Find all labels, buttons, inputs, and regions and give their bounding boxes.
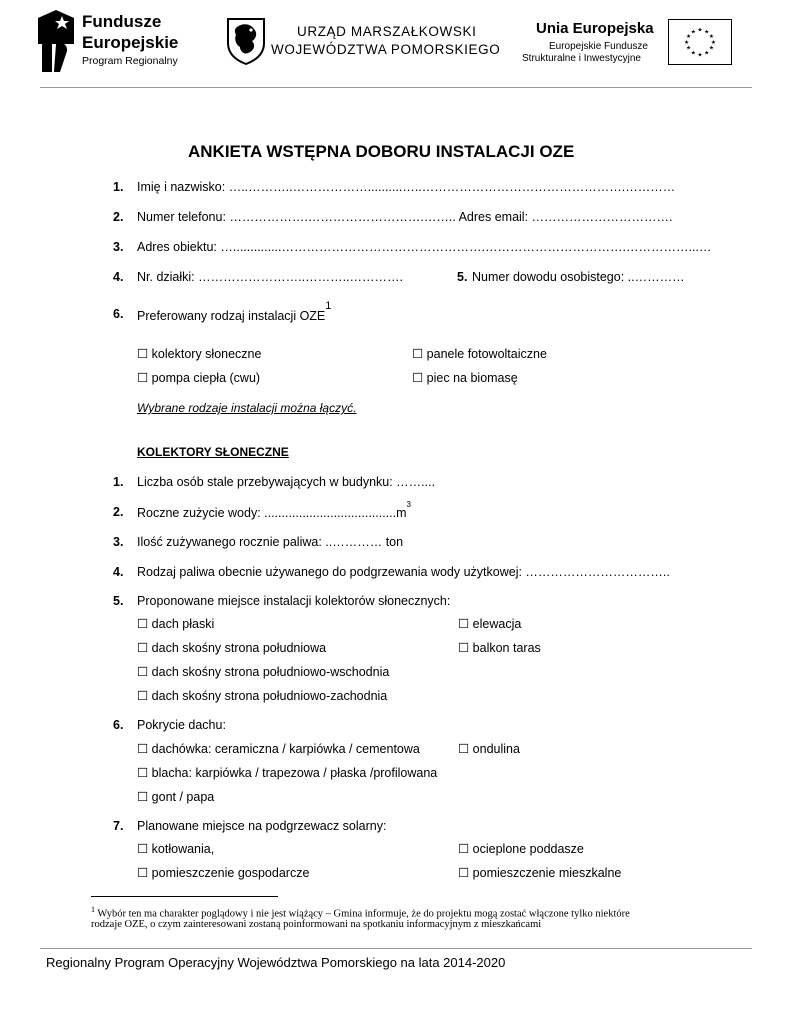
- checkbox-roof-tiles[interactable]: ☐ dachówka: ceramiczna / karpiówka / cementowa: [137, 742, 420, 756]
- svg-text:★: ★: [710, 39, 716, 46]
- question-text: Roczne zużycie wody: ......................................m: [137, 506, 407, 521]
- page-title: ANKIETA WSTĘPNA DOBORU INSTALACJI OZE: [188, 142, 575, 161]
- question-number: 5.: [457, 270, 468, 284]
- roof-covering-question: Pokrycie dachu:: [137, 718, 226, 732]
- checkbox-sheet-metal[interactable]: ☐ blacha: karpiówka / trapezowa / płaska /profilowana: [137, 766, 438, 780]
- checkbox-photovoltaic[interactable]: ☐ panele fotowoltaiczne: [412, 347, 547, 361]
- svg-text:★: ★: [704, 50, 710, 57]
- question-number: 1.: [113, 180, 124, 194]
- fuel-type-field[interactable]: Rodzaj paliwa obecnie używanego do podgrzewania wody użytkowej: ……………………………..: [137, 565, 670, 579]
- checkbox-biomass[interactable]: ☐ piec na biomasę: [412, 371, 518, 385]
- section-heading: KOLEKTORY SŁONECZNE: [137, 445, 289, 459]
- ue-title: Unia Europejska: [536, 20, 654, 37]
- ue-subtitle-line2: Strukturalne i Inwestycyjne: [522, 53, 641, 64]
- checkbox-roof-south[interactable]: ☐ dach skośny strona południowa: [137, 641, 327, 655]
- svg-text:★: ★: [685, 45, 692, 52]
- page-header: [0, 0, 791, 88]
- question-number: 4.: [113, 270, 124, 284]
- unit-superscript: 3: [406, 500, 411, 509]
- address-field[interactable]: Adres obiektu: …..............………………………………………….…………………………….……………...…: [137, 240, 712, 254]
- svg-text:★: ★: [690, 50, 696, 57]
- location-question: Proponowane miejsce instalacji kolektorów słonecznych:: [137, 594, 451, 608]
- installation-type-question: [137, 300, 332, 324]
- checkbox-balcony[interactable]: ☐ balkon taras: [458, 641, 541, 655]
- checkbox-living-room[interactable]: ☐ pomieszczenie mieszkalne: [458, 866, 622, 880]
- footnote-line2: rodzaje OZE, o czym zainteresowani zostaną poinformowani na spotkaniu informacyjnym z mieszkańcami: [91, 919, 542, 930]
- urzad-line1: URZĄD MARSZAŁKOWSKI: [297, 24, 477, 39]
- footer-divider: [40, 948, 752, 949]
- checkbox-roof-southwest[interactable]: ☐ dach skośny strona południowo-zachodnia: [137, 689, 388, 703]
- question-number: 4.: [113, 565, 124, 579]
- checkbox-boiler-room[interactable]: ☐ kotłowania,: [137, 842, 215, 856]
- checkbox-flat-roof[interactable]: ☐ dach płaski: [137, 617, 215, 631]
- water-usage-field[interactable]: [137, 500, 411, 521]
- name-field[interactable]: Imię i nazwisko: …..………..………………..........…..………………………………………….…………: [137, 180, 676, 194]
- checkbox-roof-southeast[interactable]: ☐ dach skośny strona południowo-wschodnia: [137, 665, 390, 679]
- svg-text:★: ★: [684, 39, 690, 46]
- question-number: 2.: [113, 210, 124, 224]
- fe-title-line1: Fundusze: [82, 12, 162, 31]
- header-divider: [40, 87, 752, 88]
- question-number: 3.: [113, 240, 124, 254]
- question-number: 7.: [113, 819, 124, 833]
- svg-text:★: ★: [697, 27, 703, 34]
- footnote-marker: 1: [91, 905, 95, 914]
- svg-text:★: ★: [690, 29, 696, 36]
- checkbox-utility-room[interactable]: ☐ pomieszczenie gospodarcze: [137, 866, 310, 880]
- pomorskie-crest-icon: [226, 17, 266, 65]
- occupants-field[interactable]: Liczba osób stale przebywających w budynku: ……....: [137, 475, 436, 489]
- footnote-line1: [91, 905, 630, 920]
- id-number-field[interactable]: Numer dowodu osobistego: ..…………: [472, 270, 685, 284]
- question-number: 5.: [113, 594, 124, 608]
- page-footer: Regionalny Program Operacyjny Województwa Pomorskiego na lata 2014-2020: [46, 955, 506, 970]
- ue-subtitle-line1: Europejskie Fundusze: [549, 41, 648, 52]
- footnote-ref: 1: [325, 300, 332, 312]
- svg-text:★: ★: [685, 34, 692, 41]
- svg-text:★: ★: [708, 45, 715, 52]
- question-number: 3.: [113, 535, 124, 549]
- phone-email-field[interactable]: Numer telefonu: ……………….……………………….…….. Adres email: …………………………….: [137, 210, 673, 224]
- fundusze-europejskie-logo-icon: [36, 10, 76, 72]
- checkbox-heat-pump[interactable]: ☐ pompa ciepła (cwu): [137, 371, 261, 385]
- fe-title-line2: Europejskie: [82, 33, 179, 52]
- svg-text:★: ★: [697, 52, 703, 59]
- checkbox-facade[interactable]: ☐ elewacja: [458, 617, 522, 631]
- footnote-text: Wybór ten ma charakter poglądowy i nie jest wiążący – Gmina informuje, że do projektu mogą zostać włączone tylko niektóre: [95, 908, 630, 920]
- question-number: 6.: [113, 718, 124, 732]
- urzad-line2: WOJEWÓDZTWA POMORSKIEGO: [271, 42, 501, 57]
- svg-text:★: ★: [704, 29, 710, 36]
- plot-number-field[interactable]: Nr. działki: ……………………..………..………….: [137, 270, 403, 284]
- question-text: Preferowany rodzaj instalacji OZE: [137, 309, 326, 324]
- fuel-amount-field[interactable]: Ilość zużywanego rocznie paliwa: ..………… ton: [137, 535, 404, 549]
- checkbox-insulated-attic[interactable]: ☐ ocieplone poddasze: [458, 842, 584, 856]
- question-number: 1.: [113, 475, 124, 489]
- question-number: 6.: [113, 307, 124, 321]
- heater-location-question: Planowane miejsce na podgrzewacz solarny:: [137, 819, 387, 833]
- eu-flag-icon: [668, 19, 732, 65]
- checkbox-ondulina[interactable]: ☐ ondulina: [458, 742, 520, 756]
- footnote-divider: [91, 896, 278, 897]
- checkbox-solar-collectors[interactable]: ☐ kolektory słoneczne: [137, 347, 262, 361]
- combination-note: Wybrane rodzaje instalacji można łączyć.: [137, 401, 357, 415]
- svg-text:★: ★: [708, 34, 715, 41]
- checkbox-shingle[interactable]: ☐ gont / papa: [137, 790, 215, 804]
- question-number: 2.: [113, 505, 124, 519]
- fe-subtitle: Program Regionalny: [82, 55, 178, 67]
